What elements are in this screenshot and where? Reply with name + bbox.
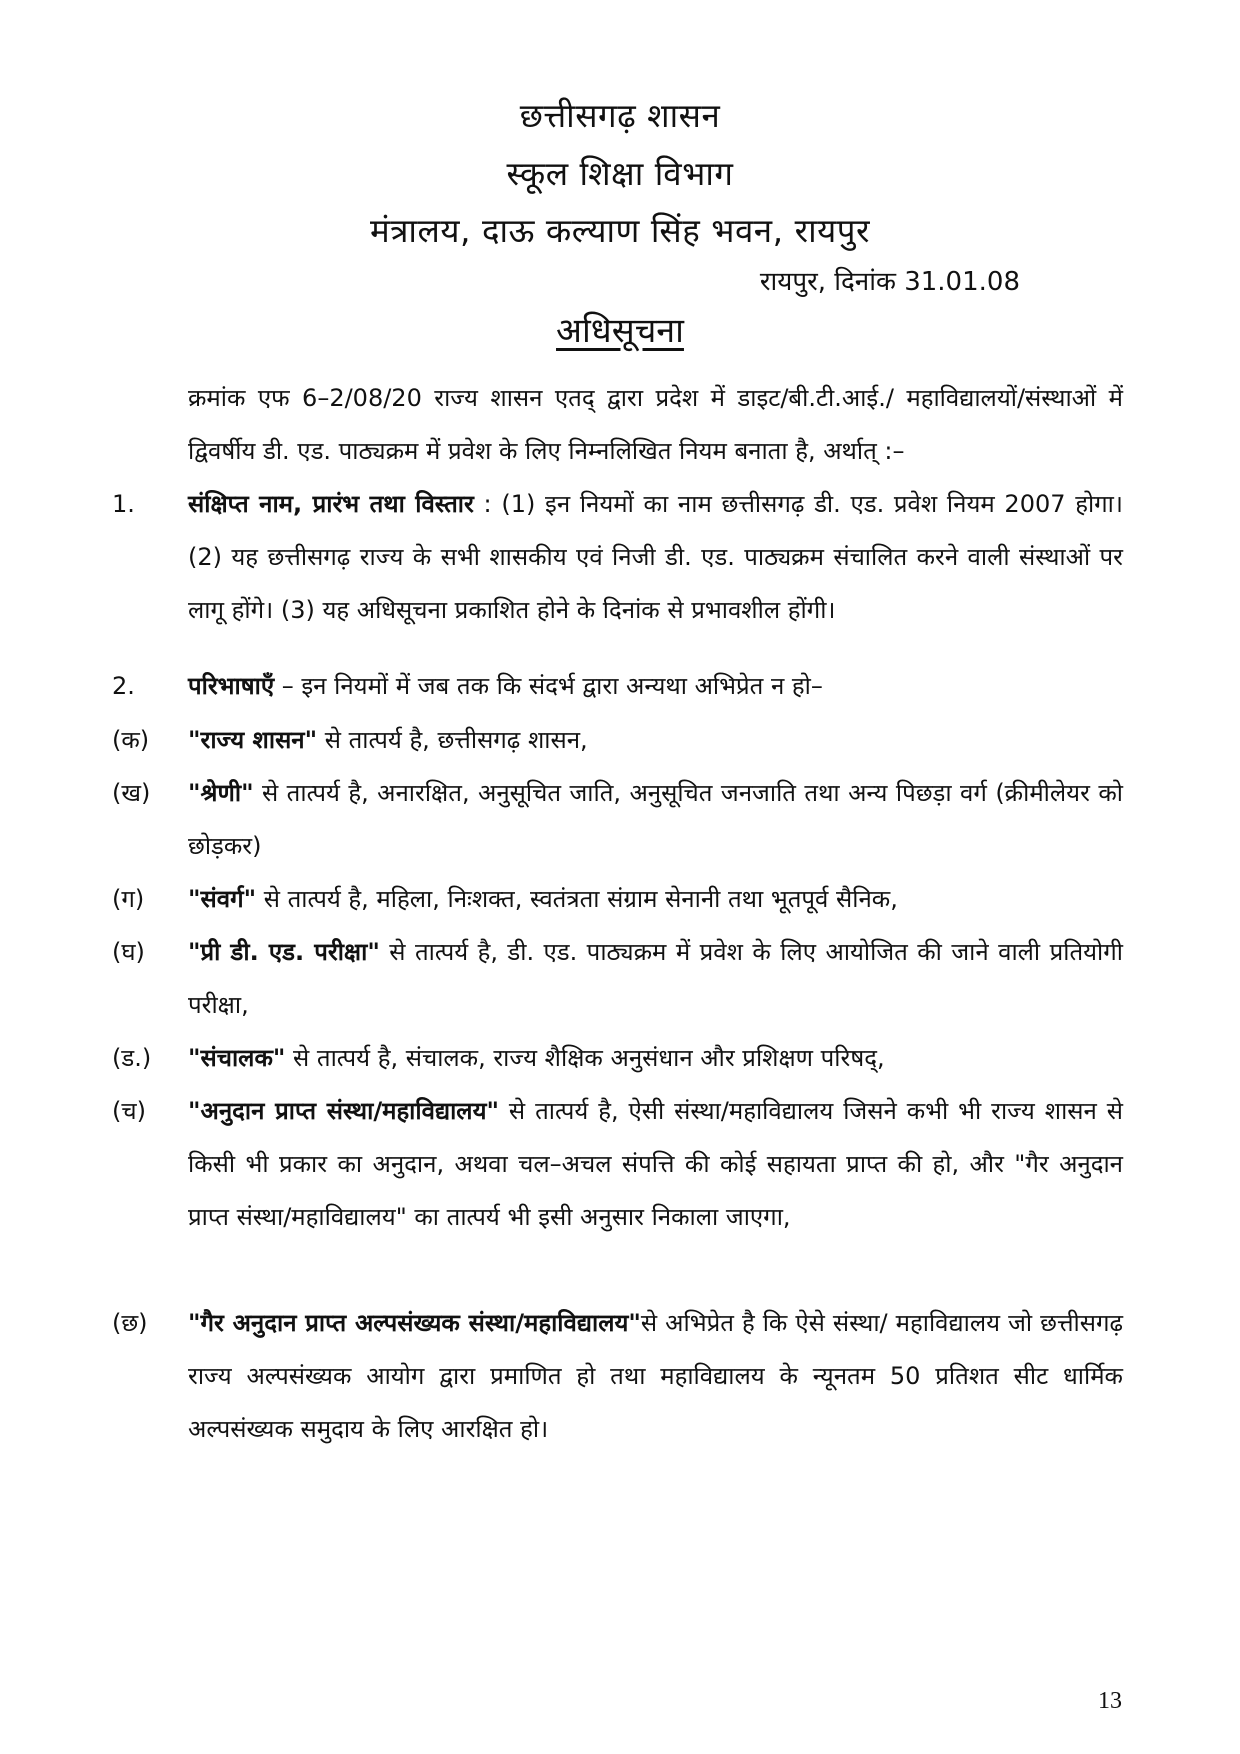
item-heading: "संचालक"	[188, 1044, 286, 1072]
item-text	[188, 1297, 1123, 1456]
page-number: 13	[1098, 1688, 1122, 1714]
item-text	[188, 1032, 1123, 1085]
item-body: से तात्पर्य है, महिला, निःशक्त, स्वतंत्रता संग्राम सेनानी तथा भूतपूर्व सैनिक,	[256, 885, 898, 913]
item-number: (छ)	[112, 1309, 148, 1337]
item-heading: परिभाषाएँ	[188, 672, 275, 700]
place-date: रायपुर, दिनांक 31.01.08	[759, 267, 1020, 297]
item-number: 2.	[112, 672, 135, 700]
item-text	[188, 714, 1123, 767]
item-text	[188, 660, 1123, 713]
item-body: से अभिप्रेत है कि ऐसे संस्था/ महाविद्यालय जो छत्तीसगढ़ राज्य अल्पसंख्यक आयोग द्वारा प्रमाणित हो तथा महाविद्यालय के न्यूनतम 50 प्रतिशत सीट धार्मिक अल्पसंख्यक समुदाय के लिए आरक्षित हो।	[188, 1309, 1123, 1443]
notification-title-text: अधिसूचना	[556, 311, 684, 351]
preamble-paragraph: क्रमांक एफ 6–2/08/20 राज्य शासन एतद् द्वारा प्रदेश में डाइट/बी.टी.आई./ महाविद्यालयों/संस्थाओं में द्विवर्षीय डी. एड. पाठ्यक्रम में प्रवेश के लिए निम्नलिखित नियम बनाता है, अर्थात् :–	[188, 384, 1123, 465]
item-body: से तात्पर्य है, छत्तीसगढ़ शासन,	[317, 726, 588, 754]
item-body: : (1) इन नियमों का नाम छत्तीसगढ़ डी. एड. प्रवेश नियम 2007 होगा। (2) यह छत्तीसगढ़ राज्य के सभी शासकीय एवं निजी डी. एड. पाठ्यक्रम संचालित करने वाली संस्थाओं पर लागू होंगे। (3) यह अधिसूचना प्रकाशित होने के दिनांक से प्रभावशील होंगी।	[188, 490, 1123, 624]
item-text	[188, 767, 1123, 873]
item-heading: "श्रेणी"	[188, 779, 254, 807]
item-text	[188, 478, 1123, 637]
item-text	[188, 1085, 1123, 1244]
item-heading: "अनुदान प्राप्त संस्था/महाविद्यालय"	[188, 1097, 499, 1125]
item-body: से तात्पर्य है, डी. एड. पाठ्यक्रम में प्रवेश के लिए आयोजित की जाने वाली प्रतियोगी परीक्षा,	[188, 938, 1123, 1019]
item-number: (ख)	[112, 779, 151, 807]
item-body: से तात्पर्य है, अनारक्षित, अनुसूचित जाति, अनुसूचित जनजाति तथा अन्य पिछड़ा वर्ग (क्रीमीलेयर को छोड़कर)	[188, 779, 1123, 860]
item-heading: संक्षिप्त नाम, प्रारंभ तथा विस्तार	[188, 490, 474, 518]
item-heading: "संवर्ग"	[188, 885, 257, 913]
item-text	[188, 926, 1123, 1032]
ministry-address: मंत्रालय, दाऊ कल्याण सिंह भवन, रायपुर	[369, 211, 871, 250]
item-body: से तात्पर्य है, ऐसी संस्था/महाविद्यालय जिसने कभी भी राज्य शासन से किसी भी प्रकार का अनुदान, अथवा चल–अचल संपत्ति की कोई सहायता प्राप्त की हो, और "गैर अनुदान प्राप्त संस्था/महाविद्यालय" का तात्पर्य भी इसी अनुसार निकाला जाएगा,	[188, 1097, 1123, 1231]
item-body: से तात्पर्य है, संचालक, राज्य शैक्षिक अनुसंधान और प्रशिक्षण परिषद्,	[285, 1044, 885, 1072]
item-body: – इन नियमों में जब तक कि संदर्भ द्वारा अन्यथा अभिप्रेत न हो–	[274, 672, 823, 700]
notification-title	[0, 306, 1240, 352]
item-number: (च)	[112, 1097, 146, 1125]
item-heading: "गैर अनुदान प्राप्त अल्पसंख्यक संस्था/महाविद्यालय"	[188, 1309, 641, 1337]
department-heading: स्कूल शिक्षा विभाग	[506, 154, 734, 193]
government-heading: छत्तीसगढ़ शासन	[519, 96, 721, 135]
item-heading: "प्री डी. एड. परीक्षा"	[188, 938, 380, 966]
item-number: (क)	[112, 726, 150, 754]
item-heading: "राज्य शासन"	[188, 726, 318, 754]
item-number: 1.	[112, 490, 135, 518]
item-text	[188, 873, 1123, 926]
item-number: (ग)	[112, 885, 145, 913]
item-number: (घ)	[112, 938, 145, 966]
item-number: (ड.)	[112, 1044, 152, 1072]
